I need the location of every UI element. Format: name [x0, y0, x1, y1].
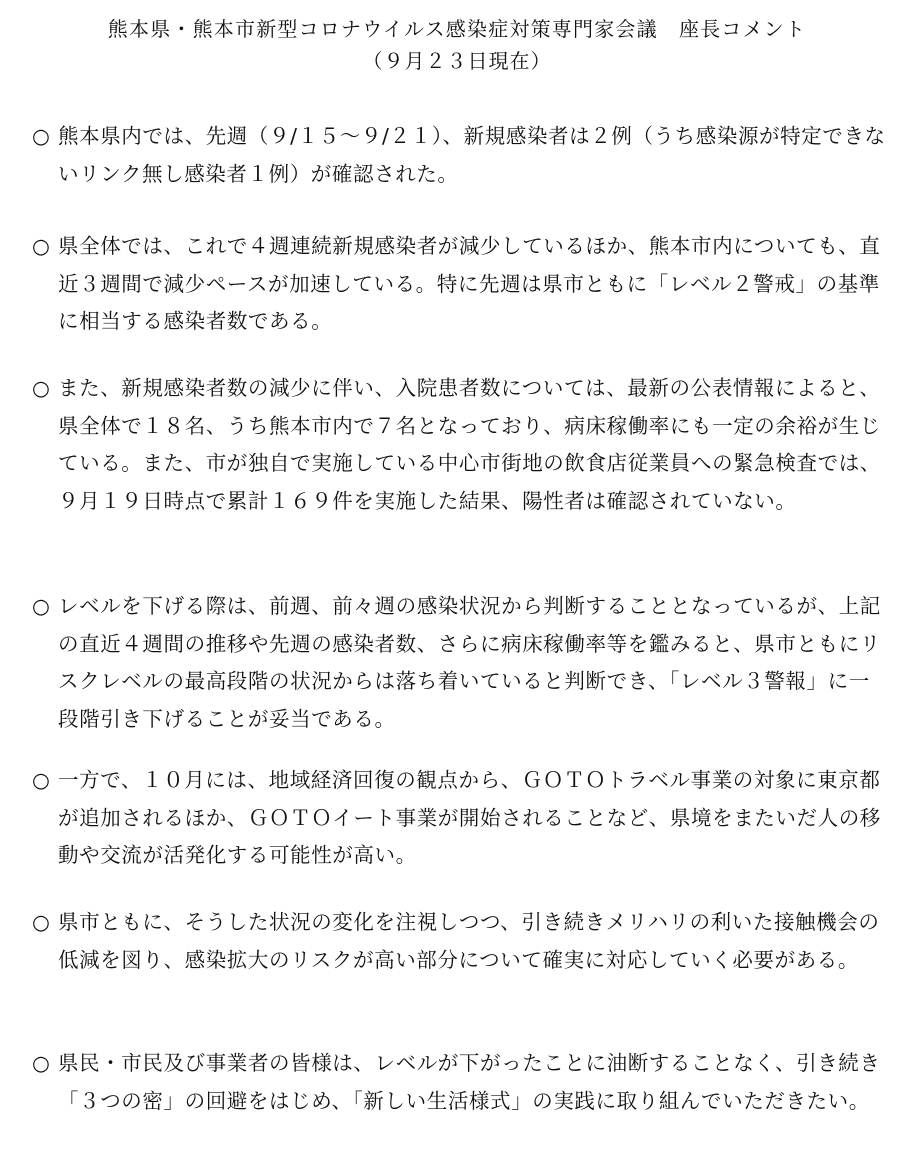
paragraph-text: 一方で、１０月には、地域経済回復の観点から、ＧＯＴＯトラベル事業の対象に東京都が追加されるほか、ＧＯＴＯイート事業が開始されることなど、県境をまたいだ人の移動や交流が活発化する可能性が高い。 — [58, 768, 881, 867]
paragraph-text: また、新規感染者数の減少に伴い、入院患者数については、最新の公表情報によると、県全体で１８名、うち熊本市内で７名となっており、病床稼働率にも一定の余裕が生じている。また、市が独自で実施している中心市街地の飲食店従業員への緊急検査では、９月１９日時点で累計１６９件を実施した結果、陽性者は確認されていない。 — [58, 376, 881, 513]
bullet-circle-icon: ○ — [32, 768, 51, 792]
bullet-circle-icon: ○ — [32, 910, 51, 934]
paragraph-2 — [32, 228, 890, 341]
bullet-circle-icon: ○ — [32, 1051, 51, 1075]
paragraph-text: 県全体では、これで４週連続新規感染者が減少しているほか、熊本市内についても、直近３週間で減少ペースが加速している。特に先週は県市ともに「レベル２警戒」の基準に相当する感染者数である。 — [58, 234, 881, 333]
paragraph-3 — [32, 370, 890, 520]
paragraph-6 — [32, 904, 890, 979]
paragraph-4 — [32, 588, 890, 738]
bullet-circle-icon: ○ — [32, 124, 51, 148]
paragraph-text: レベルを下げる際は、前週、前々週の感染状況から判断することとなっているが、上記の直近４週間の推移や先週の感染者数、さらに病床稼働率等を鑑みると、県市ともにリスクレベルの最高段階の状況からは落ち着いていると判断でき、「レベル３警報」に一段階引き下げることが妥当である。 — [58, 594, 881, 731]
paragraph-text: 熊本県内では、先週（９/１５～９/２１）、新規感染者は２例（うち感染源が特定できないリンク無し感染者１例）が確認された。 — [58, 124, 886, 186]
paragraph-5 — [32, 762, 890, 875]
paragraph-text: 県民・市民及び事業者の皆様は、レベルが下がったことに油断することなく、引き続き「３つの密」の回避をはじめ、「新しい生活様式」の実践に取り組んでいただきたい。 — [58, 1051, 881, 1113]
document-title: 熊本県・熊本市新型コロナウイルス感染症対策専門家会議 座長コメント — [107, 17, 807, 41]
bullet-circle-icon: ○ — [32, 234, 51, 258]
bullet-circle-icon: ○ — [32, 594, 51, 618]
paragraph-text: 県市ともに、そうした状況の変化を注視しつつ、引き続きメリハリの利いた接触機会の低減を図り、感染拡大のリスクが高い部分について確実に対応していく必要がある。 — [58, 910, 880, 972]
paragraph-7 — [32, 1045, 890, 1120]
document-date: （９月２３日現在） — [362, 49, 552, 73]
bullet-circle-icon: ○ — [32, 376, 51, 400]
paragraph-1 — [32, 118, 890, 193]
